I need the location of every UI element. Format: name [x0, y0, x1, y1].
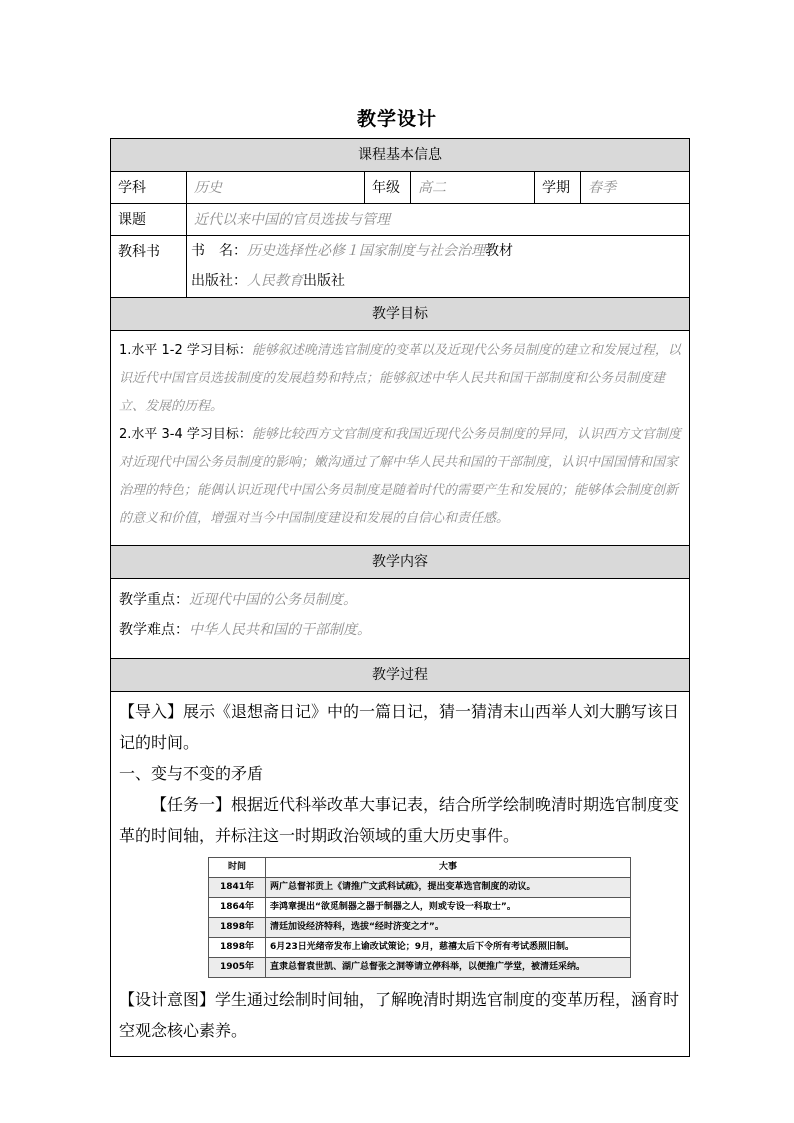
key-point [119, 585, 681, 615]
term-value: 春季 [588, 180, 616, 196]
publisher-line [191, 266, 689, 296]
book-prefix: 书 名： [191, 243, 247, 259]
document-title: 教学设计 [356, 108, 437, 130]
difficult-point-value: 中华人民共和国的干部制度。 [189, 622, 371, 638]
table-row [209, 958, 631, 978]
key-point-value: 近现代中国的公务员制度。 [189, 592, 357, 608]
events-head-time: 时间 [209, 858, 266, 878]
lesson-plan-table [110, 138, 690, 1057]
grade-label: 年级 [365, 172, 411, 203]
publisher-value: 人民教育 [247, 273, 303, 289]
event-year: 1841年 [209, 878, 266, 898]
grade-value: 高二 [411, 172, 535, 203]
difficult-point-label: 教学难点： [119, 622, 189, 638]
process-body [111, 692, 689, 1056]
table-row [209, 878, 631, 898]
subject-label: 学科 [111, 172, 187, 203]
objectives-header: 教学目标 [111, 298, 689, 331]
event-year: 1864年 [209, 898, 266, 918]
term-label: 学期 [535, 172, 581, 203]
subject-value: 历史 [187, 172, 365, 203]
event-year: 1905年 [209, 958, 266, 978]
goal-2-text: 能够比较西方文官制度和我国近现代公务员制度的异同，认识西方文官制度对近现代中国公务员制度的影响；嫩沟通过了解中华人民共和国的干部制度，认识中国国情和国家治理的特色；能偶认识近现代中国公务员制度是随着时代的需要产生和发展的；能够体会制度创新的意义和价值，增强对当今中国制度建设和发展的自信心和责任感。 [119, 427, 681, 526]
goal-1-prefix: 1.水平 1-2 学习目标： [119, 343, 252, 358]
topic-value: 近代以来中国的官员选拔与管理 [194, 212, 390, 228]
topic-label: 课题 [111, 204, 187, 235]
goal-1 [119, 337, 681, 421]
event-year: 1898年 [209, 938, 266, 958]
event-text: 两广总督祁贡上《请推广文武科试疏》，提出变革选官制度的动议。 [266, 878, 631, 898]
goal-2 [119, 421, 681, 533]
publisher-prefix: 出版社： [191, 273, 247, 289]
book-name-line [191, 236, 689, 266]
design-intent: 【设计意图】学生通过绘制时间轴，了解晚清时期选官制度的变革历程，涵育时空观念核心素养。 [119, 990, 680, 1040]
content-header: 教学内容 [111, 546, 689, 579]
process-intro: 【导入】展示《退想斋日记》中的一篇日记，猜一猜清末山西举人刘大鹏写该日记的时间。 [119, 702, 680, 752]
table-row [209, 938, 631, 958]
process-section-1: 一、变与不变的矛盾 [119, 764, 264, 783]
textbook-row [111, 236, 689, 298]
events-table-header [209, 858, 631, 878]
process-header: 教学过程 [111, 659, 689, 692]
goal-1-text: 能够叙述晚清选官制度的变革以及近现代公务员制度的建立和发展过程，以识近代中国官员选拔制度的发展趋势和特点；能够叙述中华人民共和国干部制度和公务员制度建立、发展的历程。 [119, 343, 681, 414]
event-year: 1898年 [209, 918, 266, 938]
basic-info-header: 课程基本信息 [111, 139, 689, 172]
publisher-suffix: 出版社 [303, 273, 345, 289]
key-point-label: 教学重点： [119, 592, 189, 608]
goal-2-prefix: 2.水平 3-4 学习目标： [119, 427, 252, 442]
event-text: 李鸿章提出“欲觅制器之器于制器之人，则或专设一科取士”。 [266, 898, 631, 918]
table-row [209, 918, 631, 938]
textbook-label: 教科书 [111, 236, 187, 297]
book-suffix: 教材 [485, 243, 513, 259]
content-body [111, 579, 689, 659]
subject-grade-term-row [111, 172, 689, 204]
objectives-body [111, 331, 689, 546]
difficult-point [119, 615, 681, 645]
event-text: 清廷加设经济特科，选拔“经时济变之才”。 [266, 918, 631, 938]
events-table [208, 857, 631, 978]
event-text: 6月23日光绪帝发布上谕改试策论；9月，慈禧太后下令所有考试悉照旧制。 [266, 938, 631, 958]
event-text: 直隶总督袁世凯、湖广总督张之洞等请立停科举，以便推广学堂，被清廷采纳。 [266, 958, 631, 978]
book-value: 历史选择性必修１国家制度与社会治理 [247, 243, 485, 259]
events-head-event: 大事 [266, 858, 631, 878]
topic-row [111, 204, 689, 236]
table-row [209, 898, 631, 918]
process-task-1: 【任务一】根据近代科举改革大事记表，结合所学绘制晚清时期选官制度变革的时间轴，并标注这一时期政治领域的重大历史事件。 [119, 795, 680, 845]
